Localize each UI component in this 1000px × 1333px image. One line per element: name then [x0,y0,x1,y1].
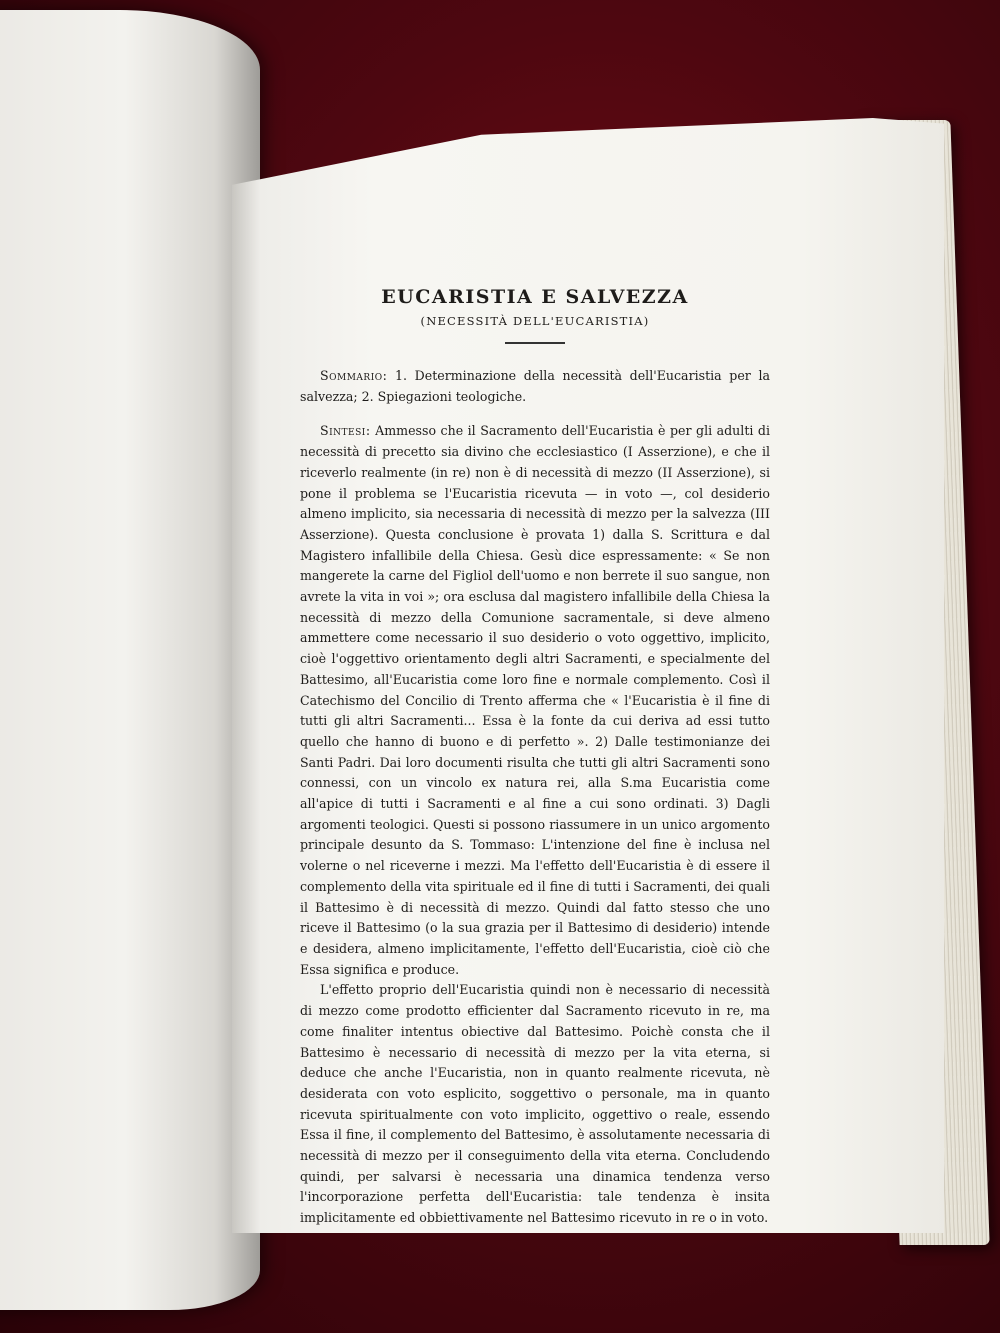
sommario-text: 1. Determinazione della necessità dell'Eucaristia per la salvezza; 2. Spiegazioni teologiche. [300,368,770,404]
sintesi-text: Ammesso che il Sacramento dell'Eucaristia è per gli adulti di necessità di precetto sia divino che ecclesiastico (I Asserzione), e che il riceverlo realmente (in re) non è di necessità di mezzo (II Asserzione), si pone il problema se l'Eucaristia ricevuta — in voto —, col desiderio almeno implicito, sia necessaria di necessità di mezzo per la salvezza (III Asserzione). Questa conclusione è provata 1) dalla S. Scrittura e dal Magistero infallibile della Chiesa. Gesù dice espressamente: « Se non mangerete la carne del Figliol dell'uomo e non berrete il suo sangue, non avrete la vita in voi »; ora esclusa dal magistero infallibile della Chiesa la necessità di mezzo della Comunione sacramentale, si deve almeno ammettere come necessario il suo desiderio o voto oggettivo, implicito, cioè l'oggettivo orientamento degli altri Sacramenti, e specialmente del Battesimo, all'Eucaristia come loro fine e normale complemento. Così il Catechismo del Concilio di Trento afferma che « l'Eucaristia è il fine di tutti gli altri Sacramenti... Essa è la fonte da cui deriva ad essi tutto quello che hanno di buono e di perfetto ». 2) Dalle testimonianze dei Santi Padri. Dai loro documenti risulta che tutti gli altri Sacramenti sono connessi, con un vincolo ex natura rei, alla S.ma Eucaristia come all'apice di tutti i Sacramenti e al fine a cui sono ordinati. 3) Dagli argomenti teologici. Questi si possono riassumere in un unico argomento principale desunto da S. Tommaso: L'intenzione del fine è inclusa nel volerne o nel riceverne i mezzi. Ma l'effetto dell'Eucaristia è di essere il complemento della vita spirituale ed il fine di tutti i Sacramenti, dei quali il Battesimo è di necessità di mezzo. Quindi dal fatto stesso che uno riceve il Battesimo (o la sua grazia per il Battesimo di desiderio) intende e desidera, almeno implicitamente, l'effetto dell'Eucaristia, cioè ciò che Essa significa e produce. [300,423,770,977]
sintesi-label: Sintesi: [320,423,371,439]
sommario-label: Sommario: [320,368,388,383]
left-book-page [0,10,260,1310]
chapter-subtitle: (NECESSITÀ DELL'EUCARISTIA) [420,314,650,328]
sommario-paragraph [300,366,770,407]
page-text-block [300,280,770,1229]
title-rule [505,342,565,344]
sintesi-paragraph [300,421,770,980]
final-paragraph: L'effetto proprio dell'Eucaristia quindi non è necessario di necessità di mezzo come prodotto efficienter dal Sacramento ricevuto in re, ma come finaliter intentus obiective dal Battesimo. Poichè consta che il Battesimo è necessario di necessità di mezzo per la vita eterna, si deduce che anche l'Eucaristia, non in quanto realmente ricevuta, nè desiderata con voto esplicito, soggettivo o personale, ma in quanto ricevuta spiritualmente con voto implicito, oggettivo o reale, essendo Essa il fine, il complemento del Battesimo, è assolutamente necessaria di necessità di mezzo per il conseguimento della vita eterna. Concludendo quindi, per salvarsi è necessaria una dinamica tendenza verso l'incorporazione perfetta dell'Eucaristia: tale tendenza è insita implicitamente ed obbiettivamente nel Battesimo ricevuto in re o in voto. [300,982,770,1226]
chapter-title: EUCARISTIA E SALVEZZA [381,286,689,308]
